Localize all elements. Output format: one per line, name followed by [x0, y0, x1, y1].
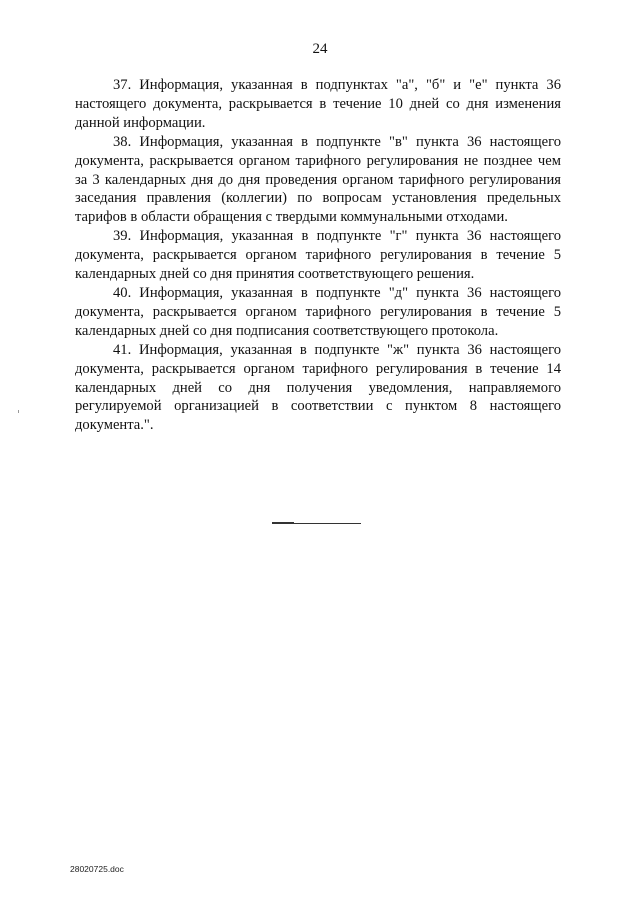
- paragraph-41: 41. Информация, указанная в подпункте "ж" пункта 36 настоящего документа, раскрывается органом тарифного регулирования в течение 14 календарных дней со дня получения уведомления, направляемого регулируемой организацией в соответствии с пунктом 8 настоящего документа.".: [75, 341, 561, 434]
- paragraph-40: 40. Информация, указанная в подпункте "д" пункта 36 настоящего документа, раскрывается органом тарифного регулирования в течение 5 календарных дней со дня подписания соответствующего протокола.: [75, 284, 561, 339]
- margin-mark: [18, 410, 19, 413]
- end-of-document-rule: [272, 523, 361, 524]
- file-name-footer: 28020725.doc: [70, 864, 124, 874]
- paragraph-37: 37. Информация, указанная в подпунктах "а", "б" и "е" пункта 36 настоящего документа, раскрывается в течение 10 дней со дня изменения данной информации.: [75, 77, 561, 131]
- page-number: 24: [312, 41, 328, 57]
- paragraph-39: 39. Информация, указанная в подпункте "г" пункта 36 настоящего документа, раскрывается органом тарифного регулирования в течение 5 календарных дней со дня принятия соответствующего решения.: [75, 228, 561, 283]
- paragraph-38: 38. Информация, указанная в подпункте "в" пункта 36 настоящего документа, раскрывается органом тарифного регулирования не позднее чем за 3 календарных дня до дня проведения органом тарифного регулирования заседания правления (коллегии) по вопросам установления предельных тарифов в области обращения с твердыми коммунальными отходами.: [75, 133, 561, 226]
- document-body: [75, 76, 561, 435]
